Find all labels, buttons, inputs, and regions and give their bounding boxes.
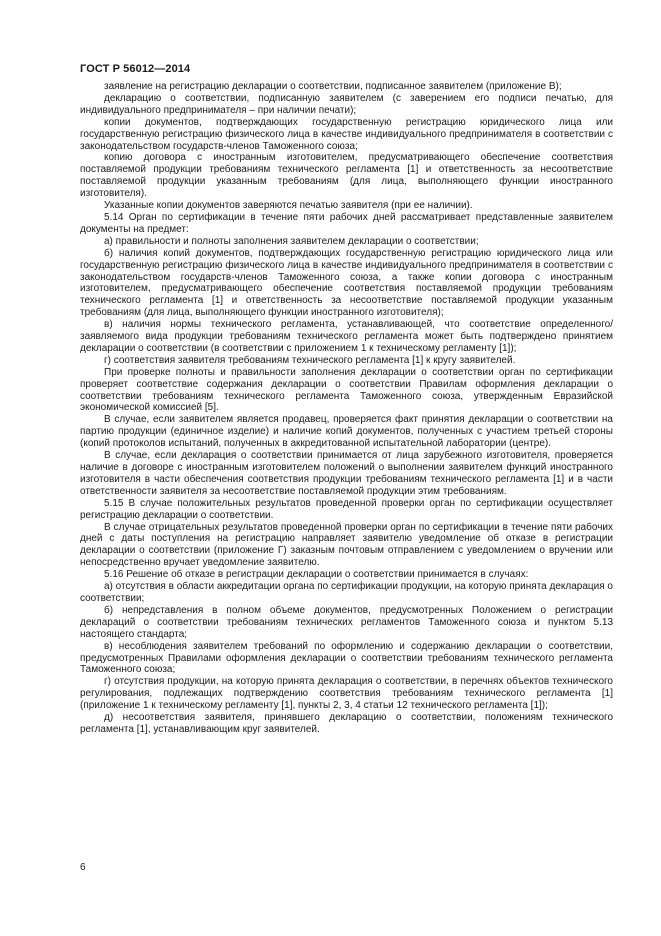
paragraph: В случае отрицательных результатов проведенной проверки орган по сертификации в течение пяти рабочих дней с даты поступления на регистрацию направляет заявителю уведомление об отказе в регистрации декларации о соответствии (приложение Г) заказным почтовым отправлением с уведомлением о вручении или непосредственно вручает уведомление заявителю. <box>80 521 613 569</box>
paragraph: декларацию о соответствии, подписанную заявителем (с заверением его подписи печатью, для индивидуального предпринимателя – при наличии печати); <box>80 92 613 116</box>
paragraph: а) правильности и полноты заполнения заявителем декларации о соответствии; <box>104 235 479 247</box>
paragraph: г) отсутствия продукции, на которую принята декларация о соответствии, в перечнях объектов технического регулирования, подлежащих подтверждению соответствия требованиям технического регламента [1] (приложение 1 к техническому регламенту [1], пункты 2, 3, 4 статьи 12 технического регламента [1]); <box>80 676 613 712</box>
paragraph: Указанные копии документов заверяются печатью заявителя (при ее наличии). <box>104 200 473 212</box>
paragraph: д) несоответствия заявителя, принявшего декларацию о соответствии, положениям технического регламента [1], устанавливающим круг заявителей. <box>80 712 613 735</box>
page-number: 6 <box>80 862 86 873</box>
paragraph: 5.14 Орган по сертификации в течение пяти рабочих дней рассматривает представленные заявителем документы на предмет: <box>80 211 613 235</box>
paragraph: копию договора с иностранным изготовителем, предусматривающего обеспечение соответствия поставляемой продукции требованиям технического регламента [1] и ответственность за несоответствие поставляемой продукции указанным требованиям (для лица, выполняющего функции иностранного изготовителя). <box>80 152 613 200</box>
document-body <box>80 81 613 736</box>
paragraph: а) отсутствия в области аккредитации органа по сертификации продукции, на которую принята декларация о соответствии; <box>80 581 613 604</box>
paragraph: В случае, если декларация о соответствии принимается от лица зарубежного изготовителя, проверяется наличие в договоре с иностранным изготовителем положений о выполнении заявителем функций иностранного изготовителя в части обеспечения соответствия продукции требованиям технического регламента [1] и в части ответственности заявителя за несоответствие поставляемой продукции этим требованиям. <box>80 450 613 497</box>
paragraph: В случае, если заявителем является продавец, проверяется факт принятия декларации о соответствии на партию продукции (единичное изделие) и наличие копий документов, полученных с участием третьей стороны (копий протоколов испытаний, полученных в аккредитованной испытательной лаборатории (центре). <box>80 414 613 450</box>
paragraph: б) непредставления в полном объеме документов, предусмотренных Положением о регистрации деклараций о соответствии требованиям технических регламентов Таможенного союза и пунктом 5.13 настоящего стандарта; <box>80 604 613 640</box>
paragraph: При проверке полноты и правильности заполнения декларации о соответствии орган по сертификации проверяет соответствие содержания декларации о соответствии Правилам оформления декларации о соответствии требованиям технического регламента Таможенного союза, утвержденным Евразийской экономической комиссией [5]. <box>80 366 613 414</box>
paragraph: б) наличия копий документов, подтверждающих государственную регистрацию юридического лица или государственную регистрацию физического лица в качестве индивидуального предпринимателя в соответствии с законодательством государств-членов Таможенного союза, а также копии договора с иностранным изготовителем, предусматривающего обеспечение соответствия поставляемой продукции требованиям технического регламента [1] и ответственность за несоответствие поставляемой продукции указанным требованиям (для лица, выполняющего функции иностранного изготовителя); <box>80 247 613 319</box>
paragraph: заявление на регистрацию декларации о соответствии, подписанное заявителем (приложение В); <box>104 81 562 92</box>
document-header: ГОСТ Р 56012—2014 <box>80 63 191 75</box>
paragraph: в) несоблюдения заявителем требований по оформлению и содержанию декларации о соответствии, предусмотренных Правилами оформления декларации о соответствии требованиям технического регламента Таможенного союза; <box>80 640 613 676</box>
paragraph: копии документов, подтверждающих государственную регистрацию юридического лица или государственную регистрацию физического лица в качестве индивидуального предпринимателя в соответствии с законодательством государств-членов Таможенного союза; <box>80 116 613 152</box>
paragraph: в) наличия нормы технического регламента, устанавливающей, что соответствие определенного/заявляемого вида продукции требованиям технического регламента может быть подтверждено принятием декларации о соответствии (в соответствии с приложением 1 к техническому регламенту [1]); <box>80 319 613 354</box>
paragraph: 5.16 Решение об отказе в регистрации декларации о соответствии принимается в случаях: <box>104 569 529 581</box>
paragraph: 5.15 В случае положительных результатов проведенной проверки орган по сертификации осуществляет регистрацию декларации о соответствии. <box>80 497 613 521</box>
paragraph: г) соответствия заявителя требованиям технического регламента [1] к кругу заявителей. <box>104 354 516 366</box>
